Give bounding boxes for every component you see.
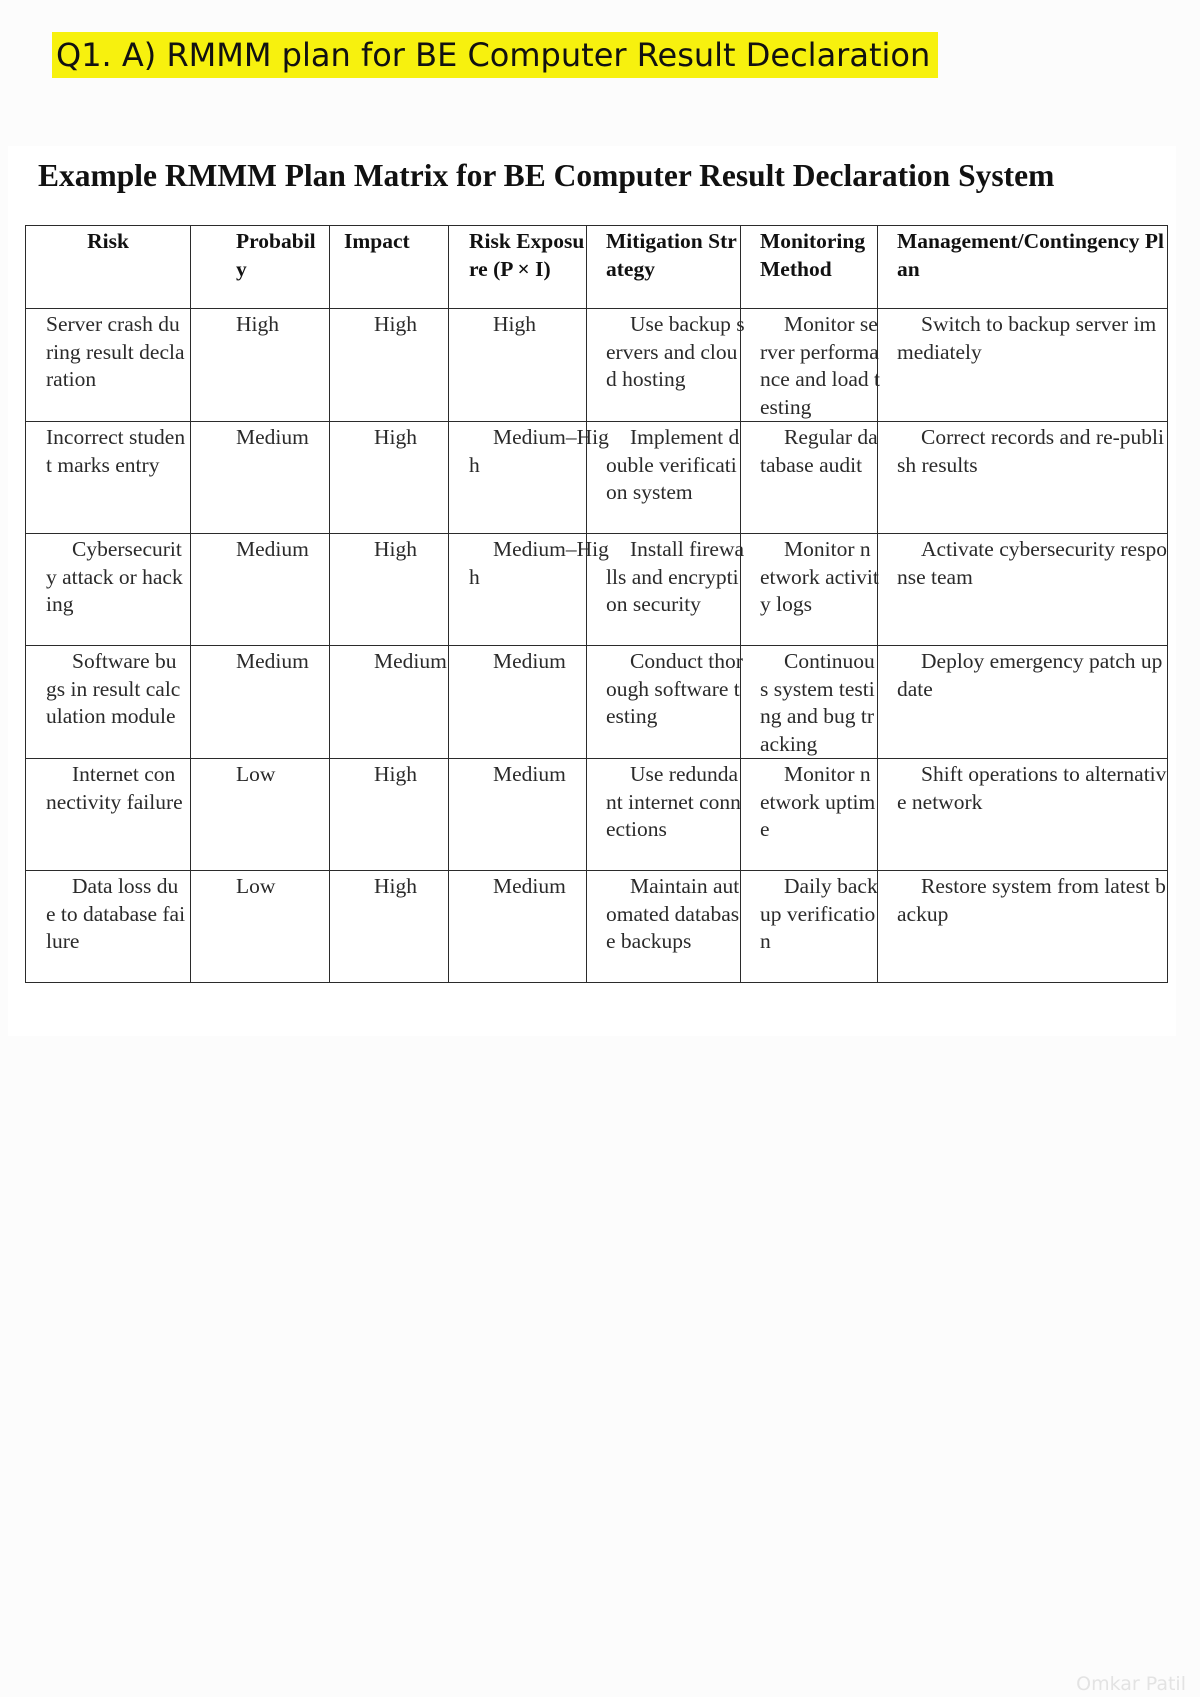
table-row [26,534,1168,646]
cell-impact: High [330,534,449,646]
author-watermark: Omkar Patil [1076,1673,1186,1695]
cell-risk: Internet connectivity failure [26,759,191,871]
cell-probability: High [191,309,330,422]
cell-mitigation: Install firewalls and encryption security [587,534,741,646]
header-impact: Impact [330,226,449,309]
document-image [8,146,1176,1036]
cell-plan: Activate cybersecurity response team [878,534,1168,646]
header-probability: Probabil y [191,226,330,309]
cell-impact: Medium [330,646,449,759]
cell-impact: High [330,759,449,871]
header-contingency-plan: Management/Contingency Plan [878,226,1168,309]
table-row [26,422,1168,534]
cell-probability: Medium [191,646,330,759]
cell-plan: Deploy emergency patch update [878,646,1168,759]
page-heading: Q1. A) RMMM plan for BE Computer Result Declaration [52,32,938,78]
cell-mitigation: Maintain automated database backups [587,871,741,983]
cell-monitoring: Monitor network uptime [741,759,878,871]
table-header-row [26,226,1168,309]
cell-exposure: Medium–High [449,534,587,646]
cell-mitigation: Use redundant internet connections [587,759,741,871]
header-mitigation-strategy: Mitigation Strategy [587,226,741,309]
cell-risk: Cybersecurity attack or hacking [26,534,191,646]
cell-monitoring: Continuous system testing and bug tracking [741,646,878,759]
cell-probability: Medium [191,422,330,534]
cell-monitoring: Regular database audit [741,422,878,534]
cell-risk: Software bugs in result calculation module [26,646,191,759]
cell-risk: Server crash during result declaration [26,309,191,422]
cell-monitoring: Daily backup verification [741,871,878,983]
cell-risk: Incorrect student marks entry [26,422,191,534]
cell-plan: Shift operations to alternative network [878,759,1168,871]
cell-exposure: Medium–High [449,422,587,534]
table-row [26,309,1168,422]
cell-plan: Restore system from latest backup [878,871,1168,983]
cell-plan: Correct records and re-publish results [878,422,1168,534]
header-risk-exposure: Risk Exposure (P × I) [449,226,587,309]
cell-mitigation: Use backup servers and cloud hosting [587,309,741,422]
cell-exposure: Medium [449,759,587,871]
table-row [26,871,1168,983]
table-row [26,646,1168,759]
cell-probability: Low [191,759,330,871]
cell-exposure: Medium [449,871,587,983]
header-monitoring-method: Monitoring Method [741,226,878,309]
cell-monitoring: Monitor server performance and load testing [741,309,878,422]
cell-impact: High [330,871,449,983]
cell-exposure: High [449,309,587,422]
cell-mitigation: Conduct thorough software testing [587,646,741,759]
cell-probability: Medium [191,534,330,646]
document-title: Example RMMM Plan Matrix for BE Computer Result Declaration System [38,158,1055,193]
cell-exposure: Medium [449,646,587,759]
cell-mitigation: Implement double verification system [587,422,741,534]
cell-probability: Low [191,871,330,983]
cell-impact: High [330,422,449,534]
rmmm-table [25,225,1168,983]
cell-risk: Data loss due to database failure [26,871,191,983]
cell-monitoring: Monitor network activity logs [741,534,878,646]
table-row [26,759,1168,871]
header-risk: Risk [26,226,191,309]
cell-plan: Switch to backup server immediately [878,309,1168,422]
cell-impact: High [330,309,449,422]
